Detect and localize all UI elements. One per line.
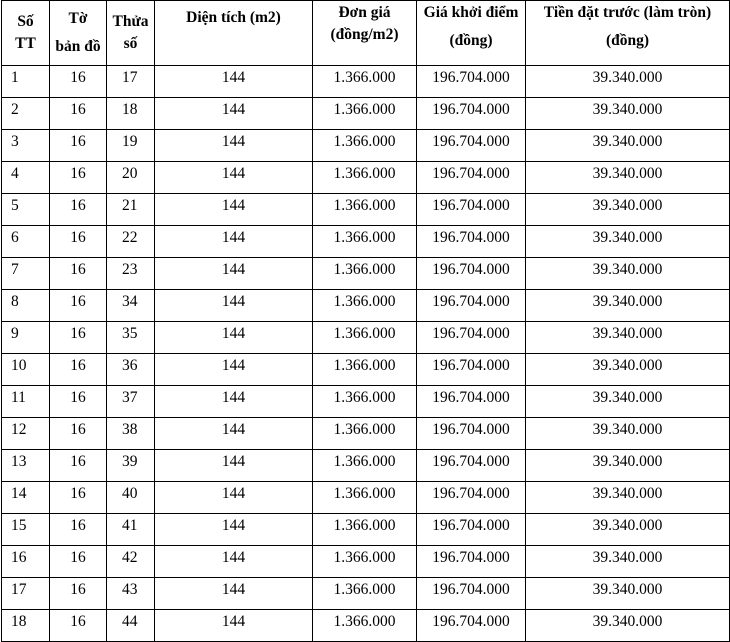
cell-unit-price: 1.366.000	[313, 162, 417, 194]
cell-map-sheet: 16	[50, 514, 107, 546]
cell-map-sheet: 16	[50, 450, 107, 482]
cell-deposit: 39.340.000	[526, 546, 730, 578]
cell-map-sheet: 16	[50, 290, 107, 322]
cell-unit-price: 1.366.000	[313, 66, 417, 98]
table-body	[2, 66, 730, 642]
cell-deposit: 39.340.000	[526, 386, 730, 418]
table-row	[2, 290, 730, 322]
cell-map-sheet: 16	[50, 610, 107, 642]
cell-no: 18	[2, 610, 50, 642]
cell-deposit: 39.340.000	[526, 290, 730, 322]
cell-map-sheet: 16	[50, 578, 107, 610]
cell-parcel-no: 35	[107, 322, 155, 354]
table-row	[2, 450, 730, 482]
cell-parcel-no: 41	[107, 514, 155, 546]
cell-parcel-no: 37	[107, 386, 155, 418]
cell-area: 144	[155, 386, 313, 418]
cell-unit-price: 1.366.000	[313, 258, 417, 290]
cell-starting-price: 196.704.000	[417, 130, 526, 162]
header-area	[155, 1, 313, 66]
table-row	[2, 546, 730, 578]
cell-area: 144	[155, 194, 313, 226]
cell-unit-price: 1.366.000	[313, 290, 417, 322]
cell-no: 2	[2, 98, 50, 130]
cell-unit-price: 1.366.000	[313, 610, 417, 642]
cell-starting-price: 196.704.000	[417, 66, 526, 98]
cell-map-sheet: 16	[50, 322, 107, 354]
cell-map-sheet: 16	[50, 98, 107, 130]
cell-area: 144	[155, 226, 313, 258]
cell-starting-price: 196.704.000	[417, 514, 526, 546]
cell-starting-price: 196.704.000	[417, 226, 526, 258]
cell-map-sheet: 16	[50, 546, 107, 578]
header-map-sheet	[50, 1, 107, 66]
cell-map-sheet: 16	[50, 418, 107, 450]
cell-area: 144	[155, 130, 313, 162]
cell-deposit: 39.340.000	[526, 482, 730, 514]
header-no	[2, 1, 50, 66]
cell-area: 144	[155, 578, 313, 610]
cell-unit-price: 1.366.000	[313, 578, 417, 610]
cell-parcel-no: 34	[107, 290, 155, 322]
cell-unit-price: 1.366.000	[313, 482, 417, 514]
cell-map-sheet: 16	[50, 482, 107, 514]
cell-starting-price: 196.704.000	[417, 386, 526, 418]
cell-parcel-no: 21	[107, 194, 155, 226]
table-row	[2, 354, 730, 386]
cell-map-sheet: 16	[50, 162, 107, 194]
header-unit-price	[313, 1, 417, 66]
cell-parcel-no: 36	[107, 354, 155, 386]
cell-no: 8	[2, 290, 50, 322]
cell-no: 17	[2, 578, 50, 610]
header-parcel-no-line-1: Thửa	[112, 13, 149, 30]
cell-area: 144	[155, 418, 313, 450]
cell-deposit: 39.340.000	[526, 162, 730, 194]
cell-deposit: 39.340.000	[526, 258, 730, 290]
header-no-line-2: TT	[15, 35, 36, 52]
cell-parcel-no: 18	[107, 98, 155, 130]
cell-starting-price: 196.704.000	[417, 194, 526, 226]
cell-parcel-no: 17	[107, 66, 155, 98]
cell-parcel-no: 39	[107, 450, 155, 482]
table-row	[2, 258, 730, 290]
cell-map-sheet: 16	[50, 354, 107, 386]
table-row	[2, 418, 730, 450]
cell-parcel-no: 23	[107, 258, 155, 290]
cell-starting-price: 196.704.000	[417, 610, 526, 642]
cell-deposit: 39.340.000	[526, 578, 730, 610]
cell-starting-price: 196.704.000	[417, 418, 526, 450]
header-parcel-no-line-2: số	[123, 35, 138, 52]
table-row	[2, 98, 730, 130]
cell-parcel-no: 42	[107, 546, 155, 578]
cell-unit-price: 1.366.000	[313, 226, 417, 258]
cell-deposit: 39.340.000	[526, 226, 730, 258]
cell-area: 144	[155, 290, 313, 322]
cell-area: 144	[155, 450, 313, 482]
cell-area: 144	[155, 98, 313, 130]
cell-no: 12	[2, 418, 50, 450]
header-starting-price-line-1: Giá khởi điểm	[423, 4, 519, 21]
table-row	[2, 162, 730, 194]
table-header	[2, 1, 730, 66]
cell-no: 5	[2, 194, 50, 226]
cell-unit-price: 1.366.000	[313, 514, 417, 546]
cell-parcel-no: 38	[107, 418, 155, 450]
cell-deposit: 39.340.000	[526, 514, 730, 546]
cell-no: 3	[2, 130, 50, 162]
header-unit-price-line-1: Đơn giá	[338, 4, 391, 21]
land-parcel-table	[1, 0, 730, 642]
header-map-sheet-line-2: bản đồ	[55, 38, 101, 55]
cell-no: 1	[2, 66, 50, 98]
cell-unit-price: 1.366.000	[313, 98, 417, 130]
cell-starting-price: 196.704.000	[417, 290, 526, 322]
cell-unit-price: 1.366.000	[313, 386, 417, 418]
cell-no: 9	[2, 322, 50, 354]
cell-unit-price: 1.366.000	[313, 130, 417, 162]
cell-starting-price: 196.704.000	[417, 578, 526, 610]
table-row	[2, 482, 730, 514]
header-deposit-line-2: (đồng)	[605, 32, 650, 49]
cell-area: 144	[155, 162, 313, 194]
cell-no: 10	[2, 354, 50, 386]
cell-parcel-no: 19	[107, 130, 155, 162]
table-row	[2, 514, 730, 546]
cell-no: 11	[2, 386, 50, 418]
cell-starting-price: 196.704.000	[417, 450, 526, 482]
cell-starting-price: 196.704.000	[417, 354, 526, 386]
header-starting-price	[417, 1, 526, 66]
cell-no: 7	[2, 258, 50, 290]
cell-area: 144	[155, 546, 313, 578]
cell-area: 144	[155, 514, 313, 546]
cell-unit-price: 1.366.000	[313, 450, 417, 482]
cell-area: 144	[155, 258, 313, 290]
cell-unit-price: 1.366.000	[313, 322, 417, 354]
table-row	[2, 386, 730, 418]
cell-map-sheet: 16	[50, 66, 107, 98]
cell-map-sheet: 16	[50, 194, 107, 226]
cell-deposit: 39.340.000	[526, 610, 730, 642]
table-row	[2, 194, 730, 226]
cell-map-sheet: 16	[50, 258, 107, 290]
cell-parcel-no: 44	[107, 610, 155, 642]
cell-starting-price: 196.704.000	[417, 322, 526, 354]
cell-starting-price: 196.704.000	[417, 546, 526, 578]
header-map-sheet-line-1: Tờ	[68, 10, 88, 27]
cell-deposit: 39.340.000	[526, 418, 730, 450]
cell-deposit: 39.340.000	[526, 450, 730, 482]
header-deposit-line-1: Tiền đặt trước (làm tròn)	[543, 4, 712, 21]
cell-parcel-no: 20	[107, 162, 155, 194]
header-parcel-no	[107, 1, 155, 66]
cell-unit-price: 1.366.000	[313, 418, 417, 450]
cell-deposit: 39.340.000	[526, 130, 730, 162]
table-row	[2, 130, 730, 162]
cell-map-sheet: 16	[50, 130, 107, 162]
cell-deposit: 39.340.000	[526, 66, 730, 98]
header-area-line-1: Diện tích (m2)	[186, 9, 281, 26]
header-row	[2, 1, 730, 66]
cell-unit-price: 1.366.000	[313, 354, 417, 386]
table-row	[2, 610, 730, 642]
table-row	[2, 226, 730, 258]
cell-parcel-no: 22	[107, 226, 155, 258]
cell-area: 144	[155, 66, 313, 98]
cell-deposit: 39.340.000	[526, 322, 730, 354]
table-row	[2, 578, 730, 610]
cell-starting-price: 196.704.000	[417, 482, 526, 514]
header-no-line-1: Số	[17, 13, 34, 30]
header-starting-price-line-2: (đồng)	[449, 32, 493, 49]
cell-area: 144	[155, 482, 313, 514]
cell-unit-price: 1.366.000	[313, 194, 417, 226]
cell-deposit: 39.340.000	[526, 194, 730, 226]
cell-starting-price: 196.704.000	[417, 162, 526, 194]
cell-deposit: 39.340.000	[526, 354, 730, 386]
cell-starting-price: 196.704.000	[417, 98, 526, 130]
cell-map-sheet: 16	[50, 386, 107, 418]
cell-deposit: 39.340.000	[526, 98, 730, 130]
table-row	[2, 322, 730, 354]
cell-area: 144	[155, 610, 313, 642]
cell-no: 16	[2, 546, 50, 578]
cell-unit-price: 1.366.000	[313, 546, 417, 578]
cell-area: 144	[155, 354, 313, 386]
header-unit-price-line-2: (đồng/m2)	[330, 26, 399, 43]
cell-no: 14	[2, 482, 50, 514]
cell-no: 13	[2, 450, 50, 482]
cell-no: 15	[2, 514, 50, 546]
cell-map-sheet: 16	[50, 226, 107, 258]
cell-no: 4	[2, 162, 50, 194]
table-row	[2, 66, 730, 98]
cell-area: 144	[155, 322, 313, 354]
cell-parcel-no: 43	[107, 578, 155, 610]
header-deposit	[526, 1, 730, 66]
cell-parcel-no: 40	[107, 482, 155, 514]
cell-no: 6	[2, 226, 50, 258]
cell-starting-price: 196.704.000	[417, 258, 526, 290]
